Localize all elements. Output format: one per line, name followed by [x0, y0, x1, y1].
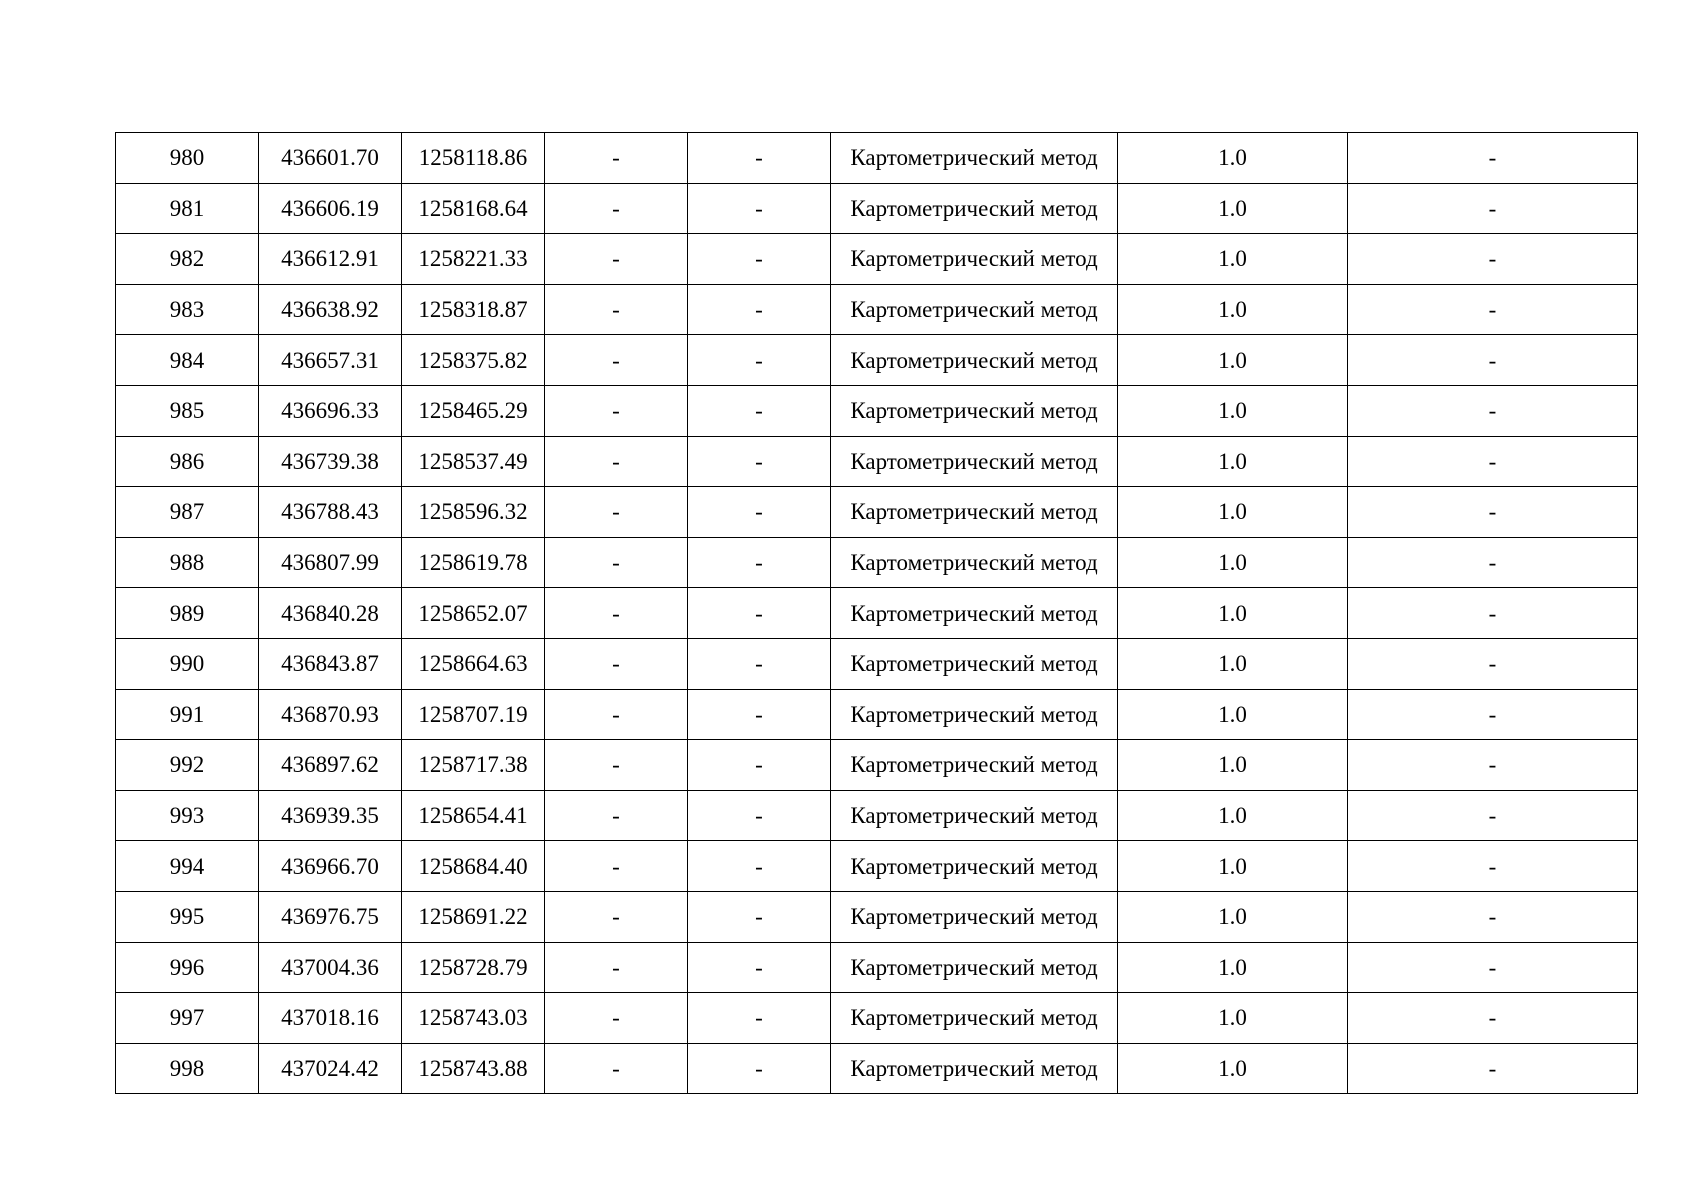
coordinate-y-cell: 1258743.03 [402, 993, 545, 1044]
coordinate-y-cell: 1258465.29 [402, 385, 545, 436]
empty-value-cell: - [688, 537, 831, 588]
table-row [116, 638, 1638, 689]
empty-value-cell: - [545, 487, 688, 538]
method-cell: Картометрический метод [831, 638, 1118, 689]
coordinate-y-cell: 1258375.82 [402, 335, 545, 386]
empty-value-cell: - [1348, 133, 1638, 184]
empty-value-cell: - [688, 740, 831, 791]
empty-value-cell: - [1348, 487, 1638, 538]
empty-value-cell: - [1348, 689, 1638, 740]
coordinate-x-cell: 436966.70 [259, 841, 402, 892]
empty-value-cell: - [1348, 385, 1638, 436]
coordinate-y-cell: 1258664.63 [402, 638, 545, 689]
method-cell: Картометрический метод [831, 588, 1118, 639]
coordinate-x-cell: 436739.38 [259, 436, 402, 487]
coordinate-y-cell: 1258221.33 [402, 234, 545, 285]
accuracy-cell: 1.0 [1118, 1043, 1348, 1094]
coordinate-y-cell: 1258318.87 [402, 284, 545, 335]
empty-value-cell: - [688, 891, 831, 942]
coordinate-x-cell: 436870.93 [259, 689, 402, 740]
accuracy-cell: 1.0 [1118, 537, 1348, 588]
coordinate-y-cell: 1258743.88 [402, 1043, 545, 1094]
empty-value-cell: - [545, 790, 688, 841]
method-cell: Картометрический метод [831, 942, 1118, 993]
coordinate-x-cell: 436788.43 [259, 487, 402, 538]
point-number-cell: 990 [116, 638, 259, 689]
empty-value-cell: - [545, 638, 688, 689]
point-number-cell: 986 [116, 436, 259, 487]
coordinate-y-cell: 1258691.22 [402, 891, 545, 942]
accuracy-cell: 1.0 [1118, 689, 1348, 740]
coordinate-y-cell: 1258728.79 [402, 942, 545, 993]
empty-value-cell: - [1348, 790, 1638, 841]
empty-value-cell: - [545, 740, 688, 791]
empty-value-cell: - [688, 1043, 831, 1094]
coordinate-x-cell: 436606.19 [259, 183, 402, 234]
method-cell: Картометрический метод [831, 284, 1118, 335]
table-row [116, 335, 1638, 386]
coordinate-x-cell: 436657.31 [259, 335, 402, 386]
accuracy-cell: 1.0 [1118, 183, 1348, 234]
table-row [116, 234, 1638, 285]
empty-value-cell: - [545, 588, 688, 639]
accuracy-cell: 1.0 [1118, 841, 1348, 892]
coordinate-x-cell: 436696.33 [259, 385, 402, 436]
accuracy-cell: 1.0 [1118, 335, 1348, 386]
method-cell: Картометрический метод [831, 740, 1118, 791]
coordinate-x-cell: 436612.91 [259, 234, 402, 285]
coordinate-x-cell: 436897.62 [259, 740, 402, 791]
accuracy-cell: 1.0 [1118, 487, 1348, 538]
coordinate-x-cell: 436807.99 [259, 537, 402, 588]
empty-value-cell: - [688, 133, 831, 184]
empty-value-cell: - [1348, 740, 1638, 791]
method-cell: Картометрический метод [831, 891, 1118, 942]
method-cell: Картометрический метод [831, 537, 1118, 588]
empty-value-cell: - [688, 385, 831, 436]
point-number-cell: 981 [116, 183, 259, 234]
table-row [116, 487, 1638, 538]
coordinate-y-cell: 1258684.40 [402, 841, 545, 892]
empty-value-cell: - [688, 436, 831, 487]
empty-value-cell: - [1348, 891, 1638, 942]
point-number-cell: 991 [116, 689, 259, 740]
empty-value-cell: - [688, 335, 831, 386]
empty-value-cell: - [545, 993, 688, 1044]
point-number-cell: 996 [116, 942, 259, 993]
empty-value-cell: - [688, 588, 831, 639]
empty-value-cell: - [688, 841, 831, 892]
coordinate-y-cell: 1258619.78 [402, 537, 545, 588]
method-cell: Картометрический метод [831, 689, 1118, 740]
empty-value-cell: - [1348, 993, 1638, 1044]
coordinate-x-cell: 436601.70 [259, 133, 402, 184]
table-row [116, 891, 1638, 942]
empty-value-cell: - [1348, 942, 1638, 993]
table-row [116, 133, 1638, 184]
point-number-cell: 988 [116, 537, 259, 588]
empty-value-cell: - [545, 183, 688, 234]
point-number-cell: 987 [116, 487, 259, 538]
empty-value-cell: - [545, 385, 688, 436]
coordinate-y-cell: 1258717.38 [402, 740, 545, 791]
table-row [116, 993, 1638, 1044]
coordinate-y-cell: 1258168.64 [402, 183, 545, 234]
empty-value-cell: - [688, 234, 831, 285]
point-number-cell: 980 [116, 133, 259, 184]
method-cell: Картометрический метод [831, 790, 1118, 841]
empty-value-cell: - [545, 537, 688, 588]
method-cell: Картометрический метод [831, 183, 1118, 234]
empty-value-cell: - [688, 790, 831, 841]
coordinate-y-cell: 1258537.49 [402, 436, 545, 487]
accuracy-cell: 1.0 [1118, 942, 1348, 993]
method-cell: Картометрический метод [831, 993, 1118, 1044]
accuracy-cell: 1.0 [1118, 284, 1348, 335]
empty-value-cell: - [545, 942, 688, 993]
accuracy-cell: 1.0 [1118, 436, 1348, 487]
coordinate-x-cell: 437004.36 [259, 942, 402, 993]
table-row [116, 385, 1638, 436]
coordinate-y-cell: 1258118.86 [402, 133, 545, 184]
method-cell: Картометрический метод [831, 385, 1118, 436]
point-number-cell: 994 [116, 841, 259, 892]
table-row [116, 841, 1638, 892]
empty-value-cell: - [688, 638, 831, 689]
method-cell: Картометрический метод [831, 487, 1118, 538]
empty-value-cell: - [545, 284, 688, 335]
table-row [116, 537, 1638, 588]
table-body [116, 133, 1638, 1094]
empty-value-cell: - [688, 284, 831, 335]
table-row [116, 790, 1638, 841]
table-row [116, 284, 1638, 335]
table-row [116, 689, 1638, 740]
empty-value-cell: - [545, 133, 688, 184]
coordinate-x-cell: 437018.16 [259, 993, 402, 1044]
accuracy-cell: 1.0 [1118, 385, 1348, 436]
accuracy-cell: 1.0 [1118, 993, 1348, 1044]
accuracy-cell: 1.0 [1118, 740, 1348, 791]
empty-value-cell: - [1348, 1043, 1638, 1094]
table-row [116, 588, 1638, 639]
empty-value-cell: - [1348, 436, 1638, 487]
empty-value-cell: - [688, 993, 831, 1044]
empty-value-cell: - [1348, 537, 1638, 588]
coordinate-y-cell: 1258652.07 [402, 588, 545, 639]
empty-value-cell: - [1348, 841, 1638, 892]
accuracy-cell: 1.0 [1118, 891, 1348, 942]
empty-value-cell: - [1348, 638, 1638, 689]
accuracy-cell: 1.0 [1118, 133, 1348, 184]
method-cell: Картометрический метод [831, 1043, 1118, 1094]
empty-value-cell: - [545, 234, 688, 285]
coordinates-table [115, 132, 1638, 1094]
coordinate-x-cell: 436638.92 [259, 284, 402, 335]
point-number-cell: 998 [116, 1043, 259, 1094]
empty-value-cell: - [545, 335, 688, 386]
empty-value-cell: - [1348, 588, 1638, 639]
empty-value-cell: - [688, 942, 831, 993]
coordinate-y-cell: 1258596.32 [402, 487, 545, 538]
point-number-cell: 995 [116, 891, 259, 942]
coordinate-x-cell: 436976.75 [259, 891, 402, 942]
table-row [116, 1043, 1638, 1094]
point-number-cell: 982 [116, 234, 259, 285]
method-cell: Картометрический метод [831, 335, 1118, 386]
table-row [116, 183, 1638, 234]
method-cell: Картометрический метод [831, 436, 1118, 487]
coordinate-y-cell: 1258654.41 [402, 790, 545, 841]
empty-value-cell: - [545, 841, 688, 892]
empty-value-cell: - [1348, 335, 1638, 386]
accuracy-cell: 1.0 [1118, 234, 1348, 285]
empty-value-cell: - [1348, 183, 1638, 234]
empty-value-cell: - [1348, 284, 1638, 335]
coordinate-x-cell: 436840.28 [259, 588, 402, 639]
table-row [116, 740, 1638, 791]
accuracy-cell: 1.0 [1118, 790, 1348, 841]
point-number-cell: 985 [116, 385, 259, 436]
point-number-cell: 983 [116, 284, 259, 335]
empty-value-cell: - [688, 487, 831, 538]
table-row [116, 436, 1638, 487]
table-row [116, 942, 1638, 993]
empty-value-cell: - [545, 436, 688, 487]
empty-value-cell: - [545, 891, 688, 942]
empty-value-cell: - [688, 183, 831, 234]
method-cell: Картометрический метод [831, 133, 1118, 184]
method-cell: Картометрический метод [831, 234, 1118, 285]
point-number-cell: 997 [116, 993, 259, 1044]
empty-value-cell: - [688, 689, 831, 740]
empty-value-cell: - [1348, 234, 1638, 285]
point-number-cell: 993 [116, 790, 259, 841]
coordinate-x-cell: 436843.87 [259, 638, 402, 689]
point-number-cell: 989 [116, 588, 259, 639]
coordinate-x-cell: 437024.42 [259, 1043, 402, 1094]
method-cell: Картометрический метод [831, 841, 1118, 892]
empty-value-cell: - [545, 1043, 688, 1094]
accuracy-cell: 1.0 [1118, 638, 1348, 689]
point-number-cell: 992 [116, 740, 259, 791]
accuracy-cell: 1.0 [1118, 588, 1348, 639]
point-number-cell: 984 [116, 335, 259, 386]
empty-value-cell: - [545, 689, 688, 740]
coordinate-x-cell: 436939.35 [259, 790, 402, 841]
coordinate-y-cell: 1258707.19 [402, 689, 545, 740]
